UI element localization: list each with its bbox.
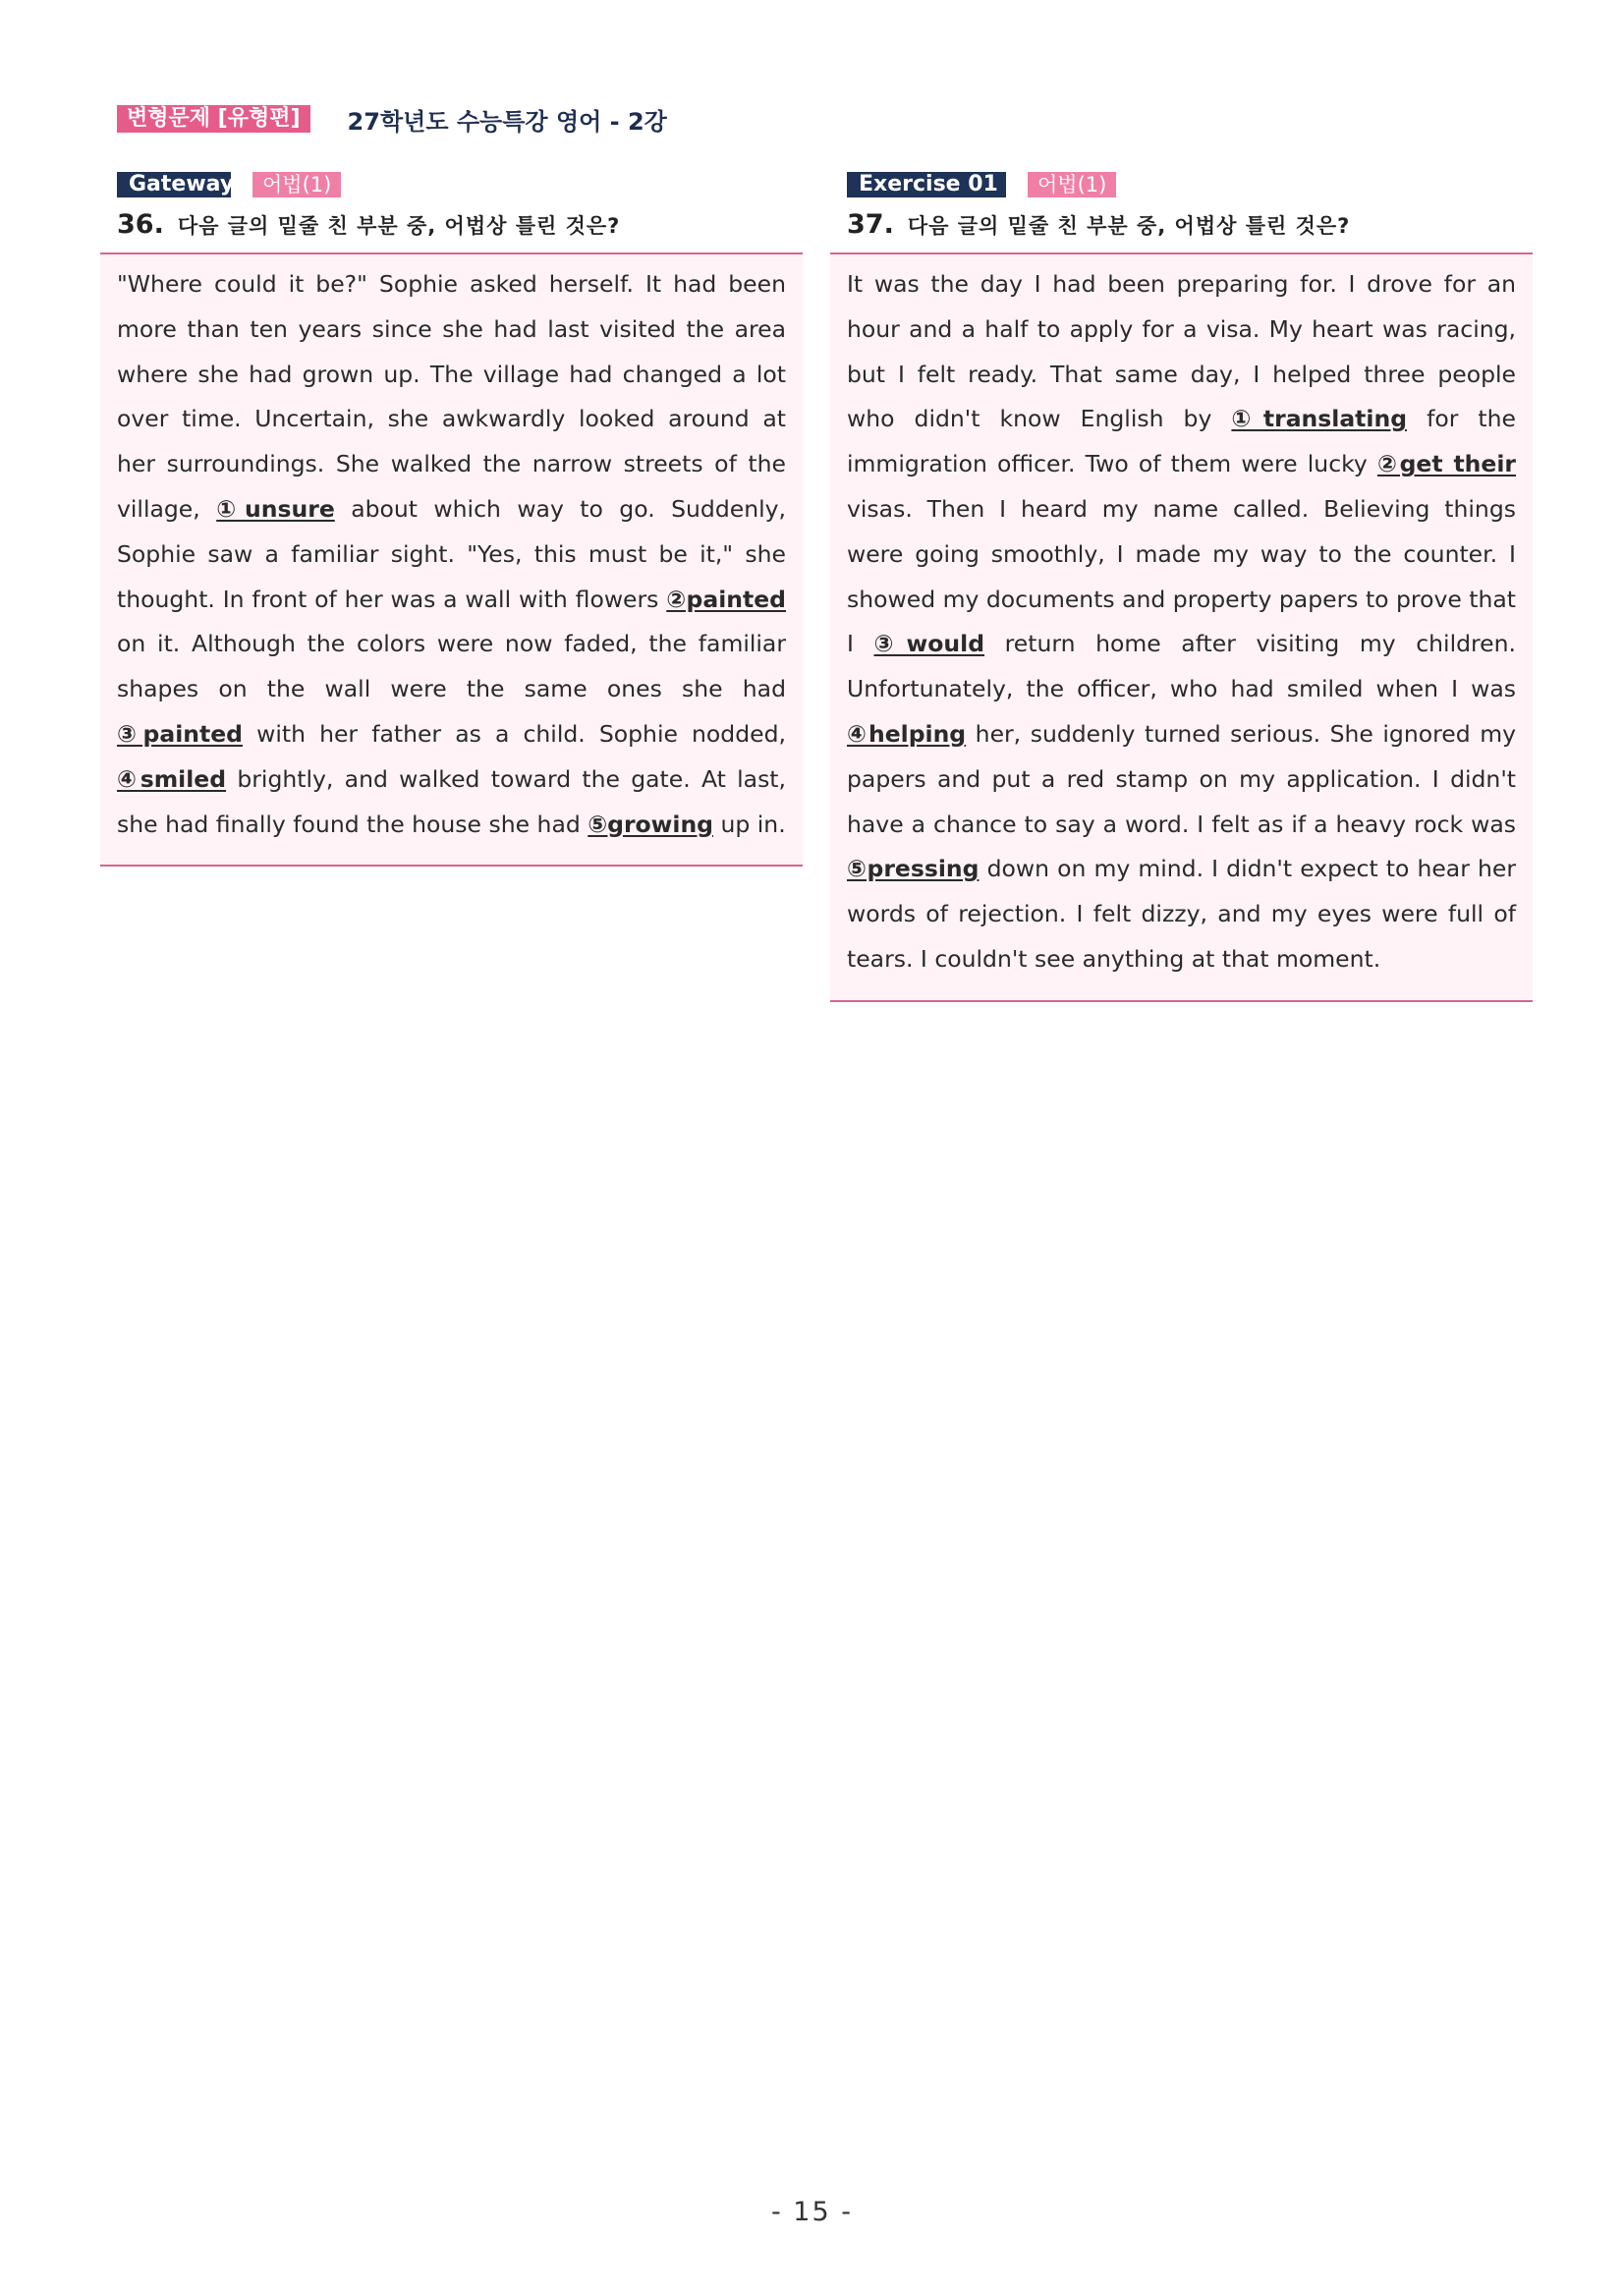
question-text: 다음 글의 밑줄 친 부분 중, 어법상 틀린 것은?: [907, 214, 1351, 238]
passage-text: her, suddenly turned serious. She ignored my papers and put a red stamp on my application. I didn't have a chance to say a word. I felt as if a heavy rock was: [847, 719, 1516, 838]
underlined-choice: ④helping: [847, 719, 967, 748]
tag-row: [847, 171, 1533, 197]
type-tag: 어법(1): [252, 172, 341, 197]
passage-box: [830, 252, 1533, 1002]
passage-text: up in.: [713, 810, 786, 838]
underlined-choice: ④smiled: [117, 764, 227, 793]
type-tag: 어법(1): [1028, 172, 1116, 197]
tag-row: [117, 171, 803, 197]
question-number: 36.: [117, 209, 164, 240]
section-tag: Gateway: [117, 172, 231, 197]
underlined-choice: ①unsure: [216, 494, 335, 523]
question-number: 37.: [847, 209, 894, 240]
underlined-choice: ⑤growing: [588, 810, 714, 838]
question-text: 다음 글의 밑줄 친 부분 중, 어법상 틀린 것은?: [177, 214, 621, 238]
passage-text: about which way to go. Suddenly, Sophie saw a familiar sight. "Yes, this must be it," she thought. In front of her was a wall with flowers: [117, 494, 786, 613]
passage-text: for the immigration officer. Two of them were lucky: [847, 405, 1516, 478]
page-number: - 15 -: [770, 2197, 853, 2227]
underlined-choice: ②get their: [1376, 450, 1516, 478]
passage-text: visas. Then I heard my name called. Believing things were going smoothly, I made my way to the counter. I showed my documents and property papers to prove that I: [847, 494, 1517, 658]
underlined-choice: ③would: [873, 630, 985, 658]
underlined-choice: ①translating: [1231, 405, 1408, 433]
underlined-choice: ③painted: [117, 719, 243, 748]
underlined-choice: ⑤pressing: [847, 855, 980, 883]
passage-text: It was the day I had been preparing for. I drove for an hour and a half to apply for a visa. My heart was racing, but I felt ready. That same day, I helped three people who didn't know English by: [847, 270, 1516, 433]
passage-text: "Where could it be?" Sophie asked herself. It had been more than ten years since she had last visited the area where she had grown up. The village had changed a lot over time. Uncertain, she awkwardly looked around at her surroundings. She walked the narrow streets of the village,: [117, 270, 786, 523]
document-title: 27학년도 수능특강 영어 - 2강: [347, 107, 667, 136]
passage-text: on it. Although the colors were now faded, the familiar shapes on the wall were the same ones she had: [117, 630, 786, 703]
passage-text: return home after visiting my children. Unfortunately, the officer, who had smiled when I was: [847, 630, 1517, 703]
passage-text: down on my mind. I didn't expect to hear her words of rejection. I felt dizzy, and my eyes were full of tears. I couldn't see anything at that moment.: [847, 855, 1516, 973]
section-tag: Exercise 01: [847, 172, 1006, 197]
question-line: [117, 209, 803, 239]
underlined-choice: ②painted: [666, 585, 786, 613]
category-badge: 변형문제 [유형편]: [117, 105, 310, 133]
page-header: [117, 104, 667, 134]
passage-box: [100, 252, 803, 867]
passage-text: brightly, and walked toward the gate. At last, she had finally found the house she had: [117, 764, 786, 838]
question-37-column: [830, 171, 1533, 1002]
question-line: [847, 209, 1533, 239]
passage-text: with her father as a child. Sophie nodded,: [243, 719, 786, 748]
question-36-column: [100, 171, 803, 867]
